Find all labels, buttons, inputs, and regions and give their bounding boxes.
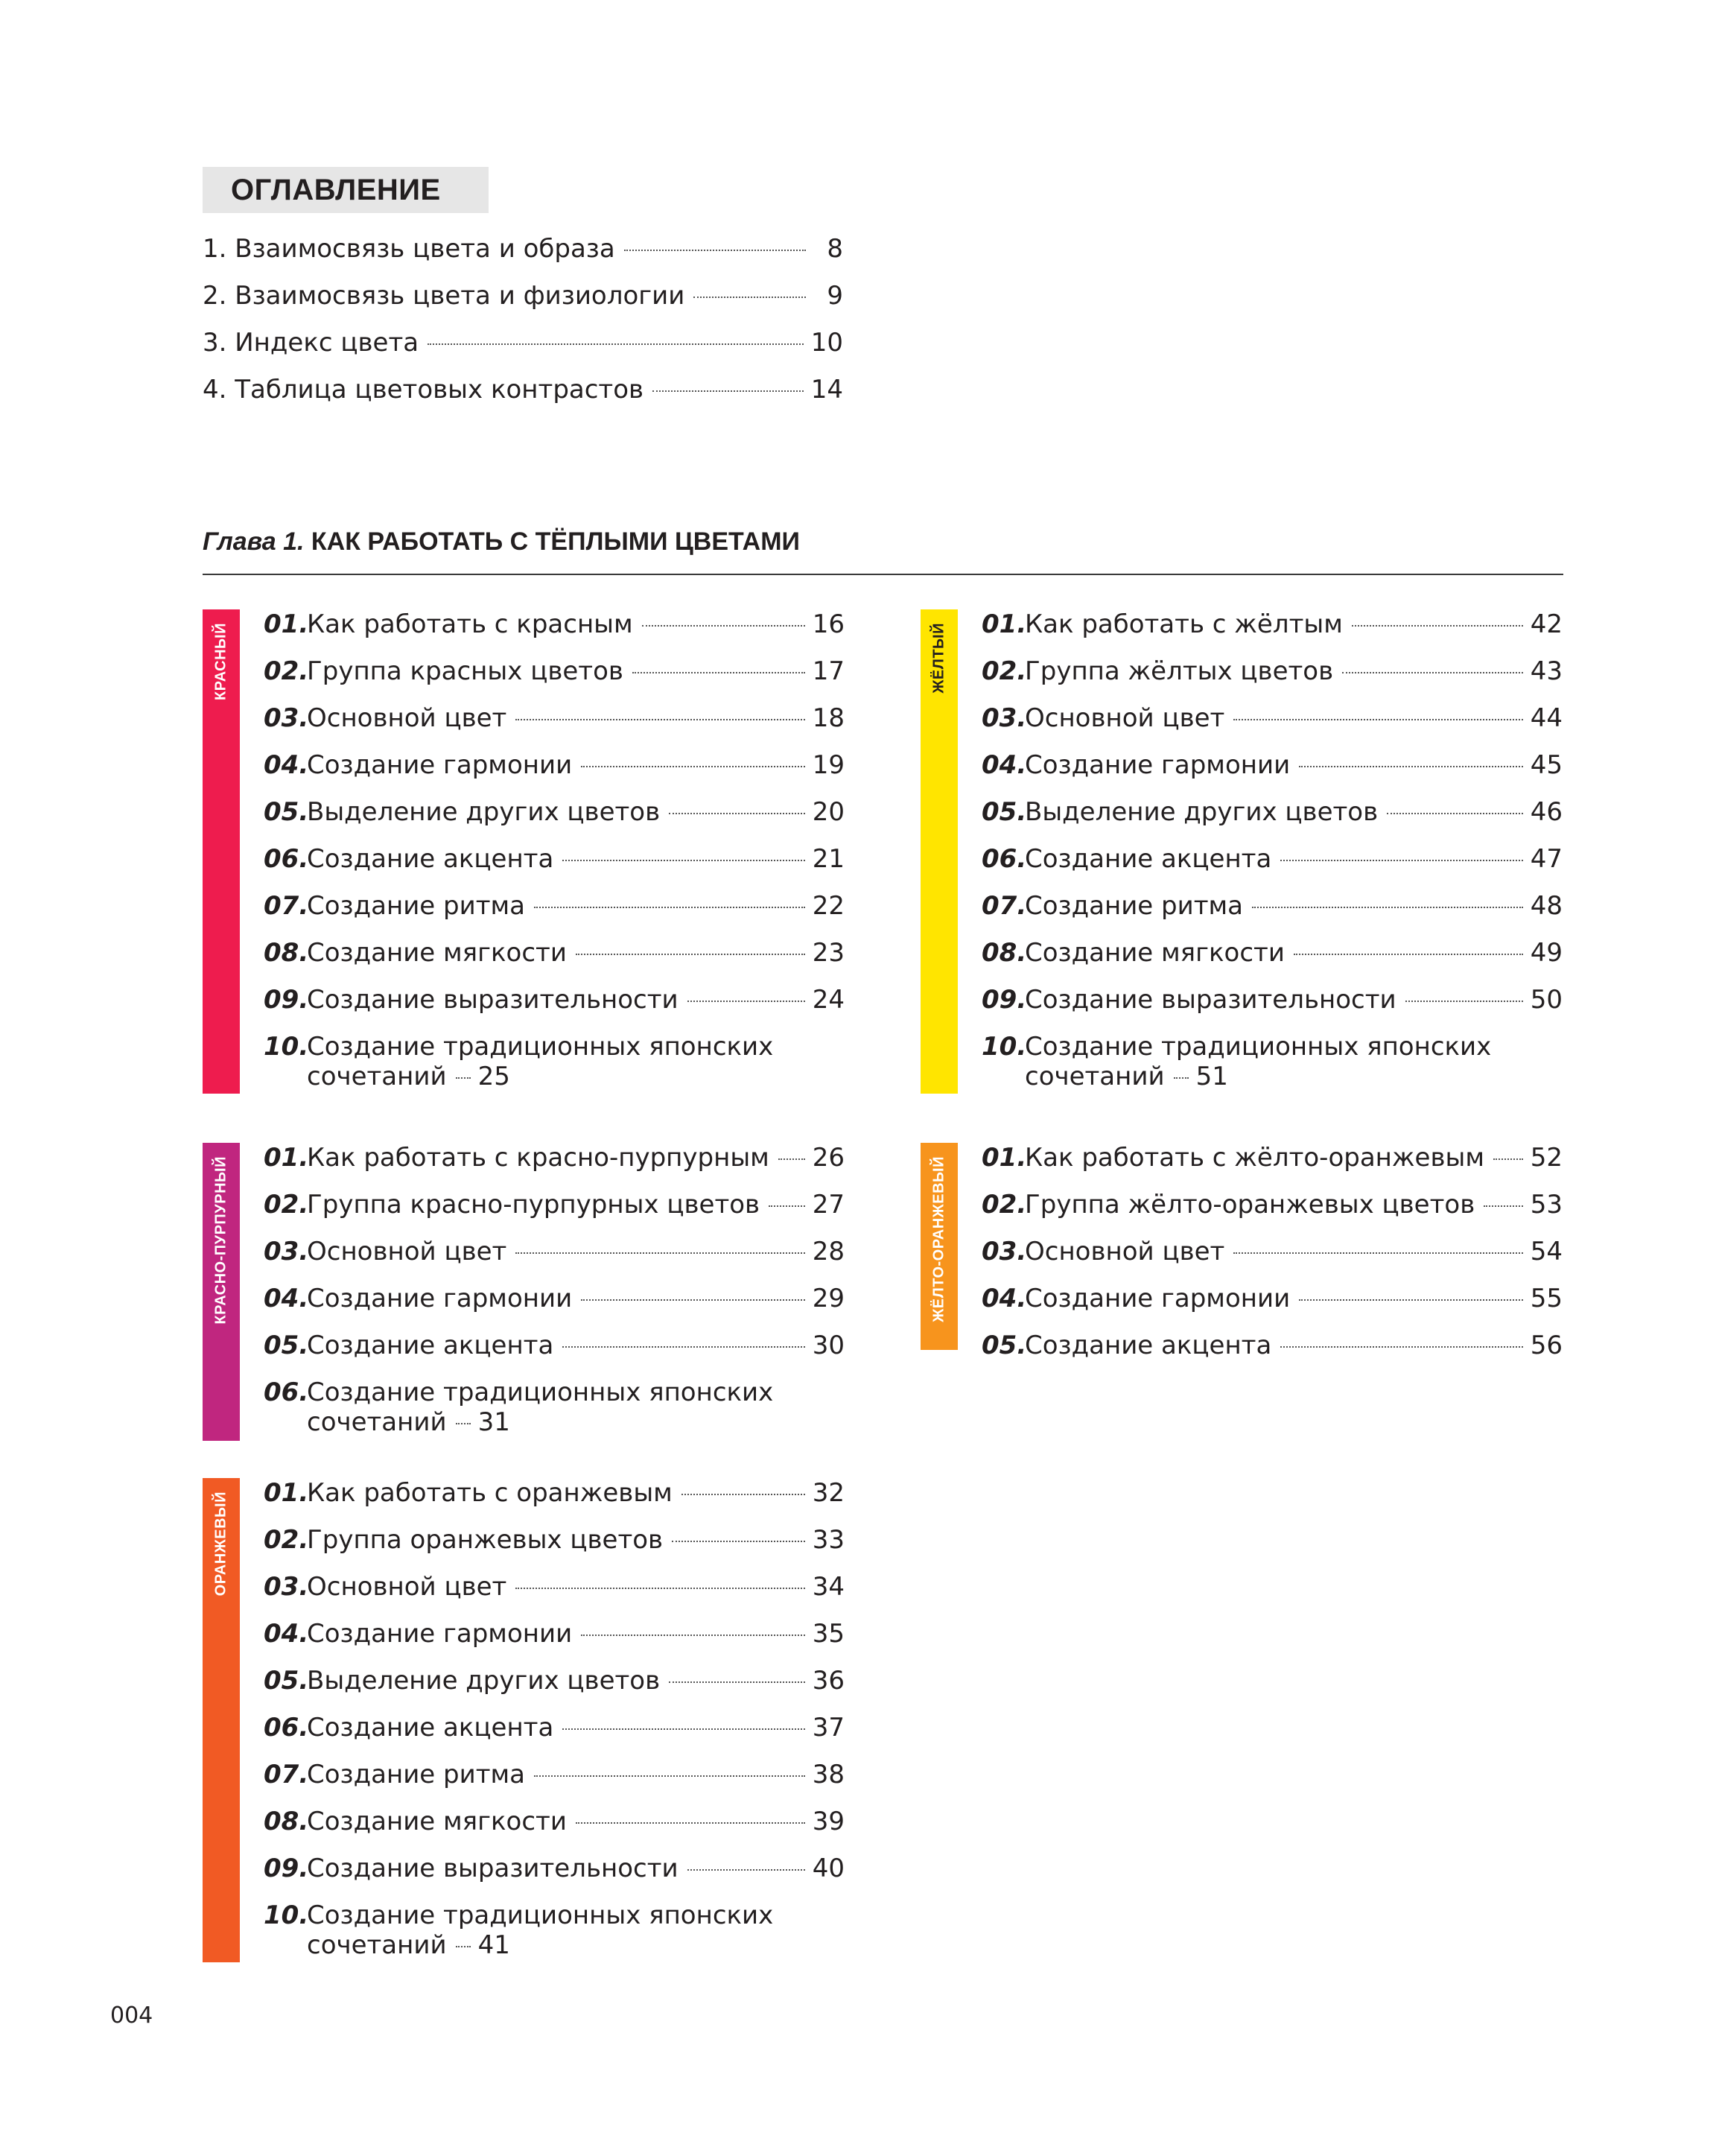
leader-dots — [581, 766, 805, 767]
toc-entry[interactable] — [264, 656, 845, 703]
entry-number: 08. — [264, 1807, 309, 1836]
toc-entry-page: 18 — [812, 703, 845, 733]
toc-entry-page: 35 — [812, 1619, 845, 1649]
toc-entry[interactable] — [982, 703, 1563, 750]
toc-entry-page: 33 — [812, 1525, 845, 1555]
toc-entry-title: Создание традиционных японских — [1025, 1032, 1492, 1062]
leader-dots — [672, 1541, 805, 1542]
toc-entry-title: Создание выразительности — [1025, 985, 1396, 1015]
toc-entry-page: 49 — [1530, 938, 1563, 968]
entry-number: 05. — [264, 1331, 309, 1360]
toc-entry[interactable] — [264, 1713, 845, 1760]
toc-entry-title: Создание акцента — [307, 1713, 554, 1743]
toc-entry-page: 55 — [1530, 1284, 1563, 1313]
leader-dots — [428, 343, 804, 345]
leader-dots — [1387, 813, 1523, 814]
leader-dots — [456, 1077, 471, 1079]
toc-entry[interactable] — [264, 703, 845, 750]
toc-entry-page: 25 — [477, 1062, 510, 1091]
toc-entry-title: Основной цвет — [307, 1572, 507, 1602]
toc-entry-page: 42 — [1530, 609, 1563, 639]
toc-entry-page: 51 — [1195, 1062, 1228, 1091]
leader-dots — [669, 1681, 805, 1683]
leader-dots — [687, 1869, 805, 1871]
entry-number: 02. — [264, 656, 309, 686]
leader-dots — [769, 1205, 805, 1207]
entry-number: 06. — [982, 844, 1027, 874]
toc-entry-page: 56 — [1530, 1331, 1563, 1360]
section-items — [264, 1143, 845, 1445]
toc-entry-title: Группа жёлто-оранжевых цветов — [1025, 1190, 1475, 1220]
toc-entry-title: Создание акцента — [1025, 844, 1272, 874]
toc-entry[interactable] — [982, 1331, 1563, 1377]
toc-entry[interactable] — [264, 1619, 845, 1666]
toc-entry-title: Создание ритма — [307, 891, 525, 921]
toc-entry[interactable] — [264, 1032, 845, 1099]
toc-entry[interactable] — [203, 276, 843, 323]
leader-dots — [1405, 1001, 1523, 1002]
entry-number: 05. — [264, 1666, 309, 1696]
toc-entry-page: 17 — [812, 656, 845, 686]
entry-number: 01. — [264, 1143, 309, 1173]
toc-entry[interactable] — [264, 750, 845, 797]
toc-entry-title: Создание ритма — [1025, 891, 1243, 921]
toc-entry-title: Выделение других цветов — [1025, 797, 1379, 827]
leader-dots — [1299, 766, 1523, 767]
toc-entry-title: Создание традиционных японских — [307, 1900, 774, 1930]
toc-entry-page: 32 — [812, 1478, 845, 1508]
toc-entry-page: 24 — [812, 985, 845, 1015]
toc-entry-title-cont: сочетаний — [307, 1407, 447, 1437]
toc-entry-title: Создание акцента — [307, 844, 554, 874]
entry-number: 08. — [982, 938, 1027, 968]
toc-entry-page: 26 — [812, 1143, 845, 1173]
toc-entry[interactable] — [264, 1900, 845, 1968]
section-block — [203, 1143, 845, 1441]
toc-entry-page: 36 — [812, 1666, 845, 1696]
entry-number: 09. — [264, 1854, 309, 1883]
leader-dots — [624, 250, 806, 251]
leader-dots — [1174, 1077, 1189, 1079]
toc-entry-page: 30 — [812, 1331, 845, 1360]
toc-entry[interactable] — [264, 797, 845, 844]
leader-dots — [562, 860, 804, 861]
toc-entry-page: 19 — [812, 750, 845, 780]
chapter-prefix: Глава 1. — [203, 527, 305, 556]
toc-entry[interactable] — [264, 1807, 845, 1854]
leader-dots — [515, 1252, 804, 1254]
leader-dots — [1342, 672, 1523, 673]
toc-entry[interactable] — [982, 985, 1563, 1032]
toc-entry-title: Группа оранжевых цветов — [307, 1525, 664, 1555]
toc-entry-title: Как работать с красно-пурпурным — [307, 1143, 769, 1173]
toc-entry[interactable] — [264, 1666, 845, 1713]
toc-entry[interactable] — [982, 797, 1563, 844]
toc-entry-title: Создание мягкости — [307, 938, 567, 968]
toc-entry[interactable] — [982, 1284, 1563, 1331]
toc-entry[interactable] — [982, 609, 1563, 656]
toc-entry[interactable] — [982, 1143, 1563, 1190]
toc-entry-page: 44 — [1530, 703, 1563, 733]
toc-entry-page: 46 — [1530, 797, 1563, 827]
page-number: 004 — [110, 2003, 153, 2029]
toc-entry[interactable] — [264, 1377, 845, 1445]
entry-number: 02. — [982, 656, 1027, 686]
entry-number: 03. — [982, 1237, 1027, 1266]
entry-number: 01. — [982, 609, 1027, 639]
intro-list — [203, 229, 843, 417]
leader-dots — [534, 907, 805, 908]
toc-entry-page: 40 — [812, 1854, 845, 1883]
toc-entry[interactable] — [264, 938, 845, 985]
section-label: ЖЁЛТО-ОРАНЖЕВЫЙ — [930, 1156, 947, 1322]
section-block — [921, 1143, 1563, 1360]
leader-dots — [669, 813, 805, 814]
toc-entry-title: 3. Индекс цвета — [203, 328, 419, 358]
section-items — [264, 1478, 845, 1968]
chapter-title — [203, 527, 800, 557]
leader-dots — [515, 1588, 804, 1589]
leader-dots — [456, 1946, 471, 1947]
toc-entry-page: 9 — [827, 281, 843, 311]
entry-number: 03. — [264, 1572, 309, 1602]
leader-dots — [778, 1158, 805, 1160]
leader-dots — [687, 1001, 805, 1002]
chapter-name: КАК РАБОТАТЬ С ТЁПЛЫМИ ЦВЕТАМИ — [311, 527, 800, 556]
toc-entry-title: Основной цвет — [1025, 1237, 1225, 1266]
chapter-rule — [203, 574, 1563, 575]
leader-dots — [1493, 1158, 1523, 1160]
leader-dots — [1280, 860, 1522, 861]
toc-heading: ОГЛАВЛЕНИЕ — [203, 167, 489, 213]
leader-dots — [562, 1346, 804, 1348]
toc-entry[interactable] — [264, 1478, 845, 1525]
toc-entry-title: Группа красных цветов — [307, 656, 623, 686]
toc-entry-title: 1. Взаимосвязь цвета и образа — [203, 234, 615, 264]
toc-entry-title: Создание традиционных японских — [307, 1377, 774, 1407]
leader-dots — [1299, 1299, 1523, 1301]
leader-dots — [1233, 719, 1522, 720]
toc-entry-title: Как работать с красным — [307, 609, 633, 639]
entry-number: 02. — [982, 1190, 1027, 1220]
toc-entry-title: Создание гармонии — [307, 1619, 573, 1649]
toc-entry-title: Создание мягкости — [1025, 938, 1285, 968]
toc-entry[interactable] — [264, 891, 845, 938]
section-items — [982, 609, 1563, 1099]
entry-number: 06. — [264, 1713, 309, 1743]
toc-entry-page: 27 — [812, 1190, 845, 1220]
toc-entry-title: Создание акцента — [307, 1331, 554, 1360]
section-block — [203, 609, 845, 1094]
toc-entry-title: Выделение других цветов — [307, 797, 661, 827]
toc-entry-page: 14 — [810, 375, 843, 405]
entry-number: 07. — [982, 891, 1027, 921]
leader-dots — [534, 1775, 805, 1777]
toc-entry[interactable] — [264, 985, 845, 1032]
toc-entry-title: Создание мягкости — [307, 1807, 567, 1836]
section-color-bar — [203, 609, 240, 1094]
leader-dots — [1352, 625, 1523, 627]
toc-entry-title: Основной цвет — [1025, 703, 1225, 733]
toc-entry[interactable] — [264, 609, 845, 656]
entry-number: 09. — [982, 985, 1027, 1015]
section-color-bar — [921, 1143, 958, 1350]
leader-dots — [1233, 1252, 1522, 1254]
toc-entry-page: 28 — [812, 1237, 845, 1266]
leader-dots — [515, 719, 804, 720]
toc-entry[interactable] — [982, 750, 1563, 797]
toc-entry[interactable] — [982, 844, 1563, 891]
leader-dots — [576, 954, 805, 955]
toc-entry-title: Группа жёлтых цветов — [1025, 656, 1334, 686]
entry-number: 05. — [264, 797, 309, 827]
leader-dots — [581, 1299, 805, 1301]
toc-entry-page: 43 — [1530, 656, 1563, 686]
toc-entry[interactable] — [264, 1190, 845, 1237]
toc-entry-title: Создание выразительности — [307, 985, 679, 1015]
toc-entry-page: 37 — [812, 1713, 845, 1743]
section-items — [264, 609, 845, 1099]
toc-entry-page: 41 — [477, 1930, 510, 1960]
entry-number: 07. — [264, 1760, 309, 1789]
toc-entry-title: Создание гармонии — [1025, 750, 1291, 780]
entry-number: 04. — [264, 750, 309, 780]
section-block — [921, 609, 1563, 1094]
toc-entry-page: 38 — [812, 1760, 845, 1789]
toc-entry-title: Создание акцента — [1025, 1331, 1272, 1360]
leader-dots — [1294, 954, 1523, 955]
section-color-bar — [203, 1143, 240, 1441]
toc-entry-page: 45 — [1530, 750, 1563, 780]
toc-entry-page: 31 — [477, 1407, 510, 1437]
toc-entry-page: 53 — [1530, 1190, 1563, 1220]
entry-number: 01. — [982, 1143, 1027, 1173]
toc-entry-page: 16 — [812, 609, 845, 639]
section-items — [982, 1143, 1563, 1377]
entry-number: 08. — [264, 938, 309, 968]
section-color-bar — [921, 609, 958, 1094]
leader-dots — [1484, 1205, 1522, 1207]
leader-dots — [642, 625, 805, 627]
leader-dots — [632, 672, 805, 673]
leader-dots — [652, 390, 804, 392]
leader-dots — [693, 297, 806, 298]
toc-entry-title-cont: сочетаний — [1025, 1062, 1165, 1091]
section-block — [203, 1478, 845, 1962]
leader-dots — [576, 1822, 805, 1824]
toc-entry-title: Как работать с жёлтым — [1025, 609, 1343, 639]
toc-entry-page: 52 — [1530, 1143, 1563, 1173]
toc-entry[interactable] — [264, 1854, 845, 1900]
toc-entry-title: Выделение других цветов — [307, 1666, 661, 1696]
leader-dots — [1280, 1346, 1522, 1348]
entry-number: 09. — [264, 985, 309, 1015]
toc-entry[interactable] — [264, 1284, 845, 1331]
toc-entry-title-cont: сочетаний — [307, 1930, 447, 1960]
entry-number: 10. — [982, 1032, 1027, 1062]
toc-entry[interactable] — [982, 656, 1563, 703]
toc-entry[interactable] — [982, 891, 1563, 938]
toc-entry-page: 23 — [812, 938, 845, 968]
entry-number: 04. — [264, 1284, 309, 1313]
toc-entry[interactable] — [982, 938, 1563, 985]
section-label: ОРАНЖЕВЫЙ — [212, 1491, 229, 1597]
entry-number: 07. — [264, 891, 309, 921]
toc-entry-title: Создание ритма — [307, 1760, 525, 1789]
toc-entry-page: 20 — [812, 797, 845, 827]
toc-entry-title-cont: сочетаний — [307, 1062, 447, 1091]
entry-number: 04. — [264, 1619, 309, 1649]
toc-entry[interactable] — [264, 1572, 845, 1619]
toc-entry-page: 10 — [810, 328, 843, 358]
toc-entry[interactable] — [264, 1237, 845, 1284]
toc-entry-page: 47 — [1530, 844, 1563, 874]
entry-number: 03. — [264, 703, 309, 733]
toc-entry-title: Создание гармонии — [307, 750, 573, 780]
toc-entry-title: Создание традиционных японских — [307, 1032, 774, 1062]
toc-entry-page: 34 — [812, 1572, 845, 1602]
toc-entry-page: 50 — [1530, 985, 1563, 1015]
section-label: ЖЁЛТЫЙ — [930, 623, 947, 694]
entry-number: 04. — [982, 1284, 1027, 1313]
entry-number: 06. — [264, 844, 309, 874]
toc-entry[interactable] — [264, 1331, 845, 1377]
toc-entry-title: Как работать с оранжевым — [307, 1478, 673, 1508]
toc-entry-page: 29 — [812, 1284, 845, 1313]
toc-entry-title: Как работать с жёлто-оранжевым — [1025, 1143, 1484, 1173]
entry-number: 05. — [982, 1331, 1027, 1360]
toc-entry-title: Создание гармонии — [307, 1284, 573, 1313]
section-label: КРАСНО-ПУРПУРНЫЙ — [212, 1156, 229, 1325]
toc-entry[interactable] — [982, 1237, 1563, 1284]
toc-entry[interactable] — [264, 1525, 845, 1572]
toc-entry-page: 22 — [812, 891, 845, 921]
toc-entry-page: 8 — [827, 234, 843, 264]
leader-dots — [562, 1728, 804, 1730]
toc-entry[interactable] — [264, 844, 845, 891]
toc-entry-title: Основной цвет — [307, 1237, 507, 1266]
entry-number: 05. — [982, 797, 1027, 827]
toc-entry[interactable] — [203, 323, 843, 370]
toc-entry[interactable] — [203, 370, 843, 417]
toc-entry[interactable] — [203, 229, 843, 276]
leader-dots — [581, 1635, 805, 1636]
toc-entry[interactable] — [264, 1760, 845, 1807]
entry-number: 10. — [264, 1900, 309, 1930]
toc-entry-page: 54 — [1530, 1237, 1563, 1266]
entry-number: 06. — [264, 1377, 309, 1407]
toc-entry-page: 39 — [812, 1807, 845, 1836]
leader-dots — [1252, 907, 1523, 908]
entry-number: 01. — [264, 609, 309, 639]
leader-dots — [681, 1494, 805, 1495]
leader-dots — [456, 1423, 471, 1424]
section-color-bar — [203, 1478, 240, 1962]
toc-entry[interactable] — [982, 1032, 1563, 1099]
section-label: КРАСНЫЙ — [212, 623, 229, 701]
toc-entry-page: 48 — [1530, 891, 1563, 921]
entry-number: 02. — [264, 1190, 309, 1220]
entry-number: 03. — [982, 703, 1027, 733]
toc-entry-title: 2. Взаимосвязь цвета и физиологии — [203, 281, 685, 311]
entry-number: 04. — [982, 750, 1027, 780]
toc-entry-title: Создание выразительности — [307, 1854, 679, 1883]
toc-entry-title: Основной цвет — [307, 703, 507, 733]
entry-number: 10. — [264, 1032, 309, 1062]
toc-entry[interactable] — [264, 1143, 845, 1190]
entry-number: 03. — [264, 1237, 309, 1266]
entry-number: 02. — [264, 1525, 309, 1555]
toc-entry[interactable] — [982, 1190, 1563, 1237]
toc-entry-title: Группа красно-пурпурных цветов — [307, 1190, 760, 1220]
entry-number: 01. — [264, 1478, 309, 1508]
toc-entry-page: 21 — [812, 844, 845, 874]
toc-entry-title: 4. Таблица цветовых контрастов — [203, 375, 644, 405]
toc-entry-title: Создание гармонии — [1025, 1284, 1291, 1313]
